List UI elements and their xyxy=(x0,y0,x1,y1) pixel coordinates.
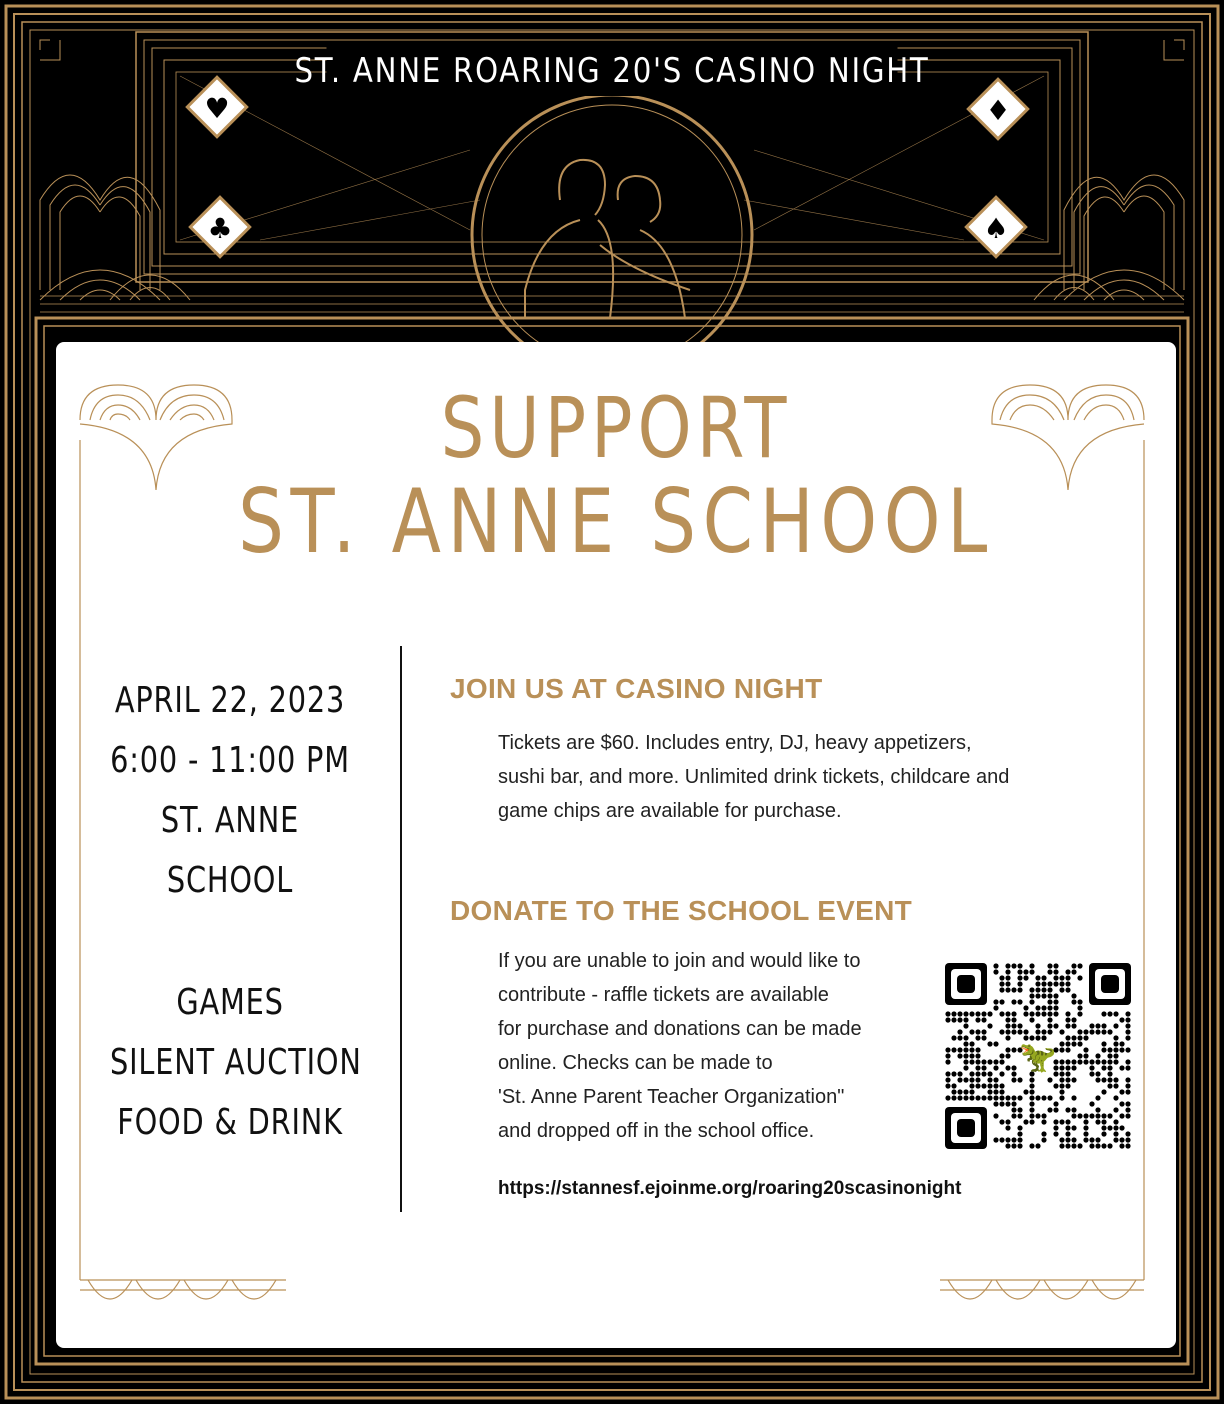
column-divider xyxy=(400,646,402,1212)
feature-silent-auction: SILENT AUCTION xyxy=(110,1042,362,1083)
event-time: 6:00 - 11:00 PM xyxy=(110,740,350,781)
event-date: APRIL 22, 2023 xyxy=(114,680,346,721)
feature-food-drink: FOOD & DRINK xyxy=(117,1102,343,1143)
svg-text:🦖: 🦖 xyxy=(1019,1040,1057,1075)
svg-text:♠: ♠ xyxy=(983,212,1009,245)
main-title-line1: SUPPORT xyxy=(440,379,792,477)
svg-text:♣: ♣ xyxy=(207,212,233,245)
donate-line-6: and dropped off in the school office. xyxy=(498,1120,815,1142)
main-title-line2: ST. ANNE SCHOOL xyxy=(238,470,994,573)
donate-line-4: online. Checks can be made to xyxy=(498,1052,773,1074)
donate-line-5: 'St. Anne Parent Teacher Organization" xyxy=(498,1086,845,1108)
donate-heading: DONATE TO THE SCHOOL EVENT xyxy=(450,895,913,926)
donation-url-link[interactable]: https://stannesf.ejoinme.org/roaring20scasinonight xyxy=(498,1178,962,1199)
donate-line-3: for purchase and donations can be made xyxy=(498,1018,862,1040)
join-line-2: sushi bar, and more. Unlimited drink tickets, childcare and xyxy=(498,766,1010,788)
qr-code-icon[interactable] xyxy=(945,963,1131,1149)
join-heading: JOIN US AT CASINO NIGHT xyxy=(450,673,823,704)
join-line-1: Tickets are $60. Includes entry, DJ, heavy appetizers, xyxy=(498,732,972,754)
feature-games: GAMES xyxy=(176,982,284,1023)
join-line-3: game chips are available for purchase. xyxy=(498,800,842,822)
donate-line-1: If you are unable to join and would like to xyxy=(498,950,861,972)
svg-text:♥: ♥ xyxy=(204,92,230,125)
event-location-line2: SCHOOL xyxy=(166,860,294,901)
banner-title: ST. ANNE ROARING 20'S CASINO NIGHT xyxy=(326,46,897,96)
donate-line-2: contribute - raffle tickets are available xyxy=(498,984,829,1006)
event-location-line1: ST. ANNE xyxy=(160,800,300,841)
svg-text:♦: ♦ xyxy=(985,94,1011,127)
